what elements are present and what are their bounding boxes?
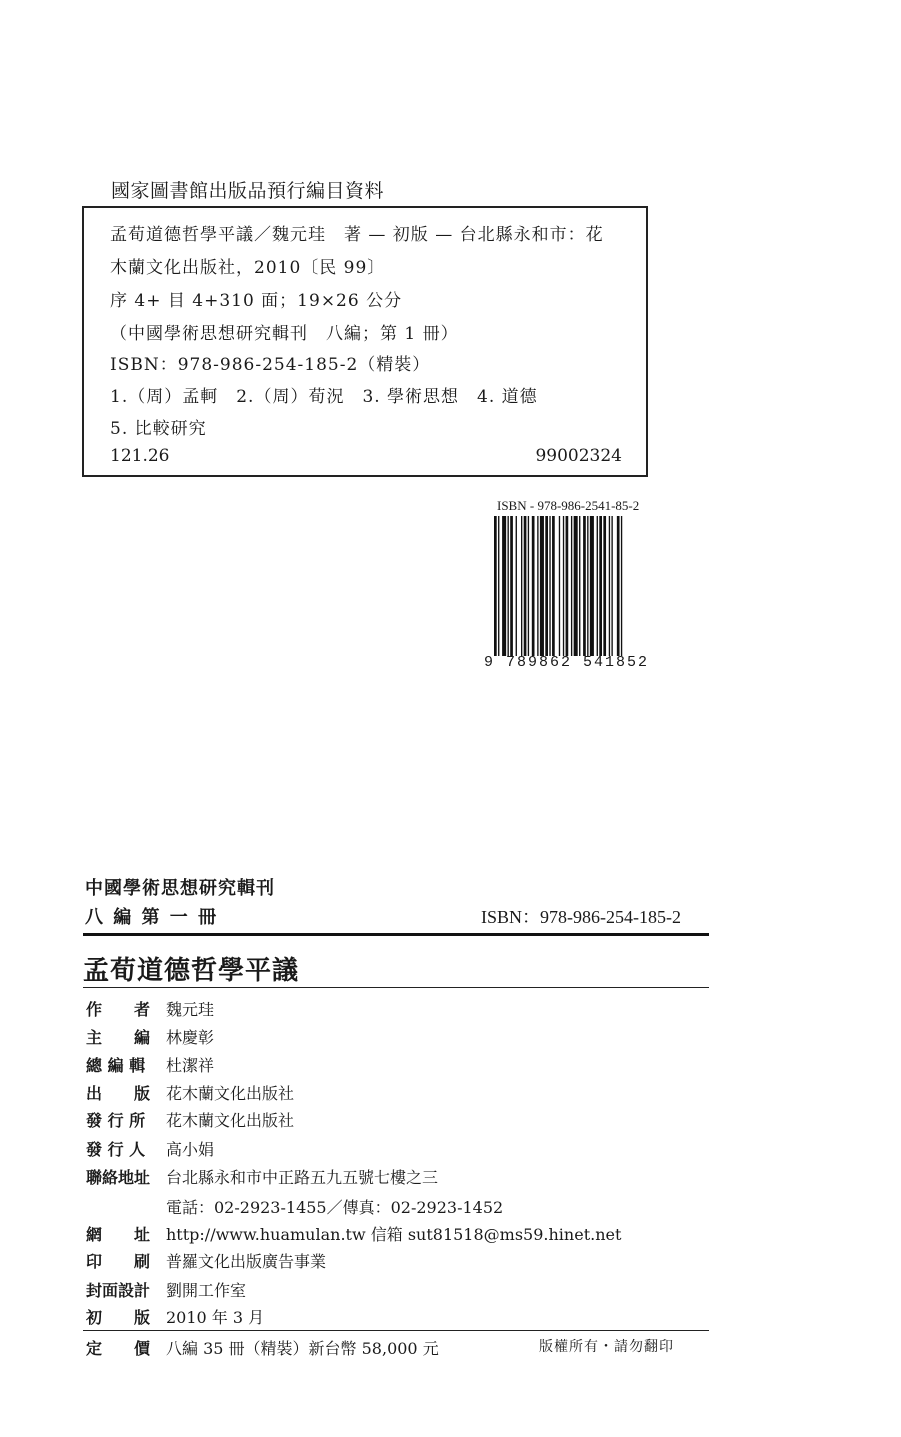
barcode-bar [494,516,497,656]
barcode-digits: 9 789862 541852 [484,654,650,671]
barcode-bar [545,516,548,656]
barcode-bar [566,516,569,656]
barcode-bar [552,516,555,656]
cip-classification: 121.26 [110,446,170,466]
info-row-price: 定 價 八編 35 冊（精裝）新台幣 58,000 元 [86,1339,439,1358]
info-row-first-edition: 初 版 2010 年 3 月 [86,1308,265,1327]
barcode-bar [617,516,620,656]
info-row-printer: 印 刷 普羅文化出版廣告事業 [86,1252,327,1271]
barcode-bar [502,516,506,656]
barcode-bar [532,516,535,656]
barcode-bar [571,516,572,656]
copyright-notice: 版權所有・請勿翻印 [539,1339,674,1355]
barcode-bar [587,516,588,656]
barcode-bar [563,516,564,656]
barcode-bar [603,516,606,656]
barcode-bar [524,516,527,656]
barcode-bar [590,516,594,656]
barcode-bar [510,516,513,656]
barcode-bar [611,516,612,656]
barcode-bar [609,516,610,656]
barcode-bar [583,516,586,656]
barcode-isbn-text: ISBN - 978-986-2541-85-2 [497,498,640,513]
info-row-cover-design: 封面設計 劉開工作室 [86,1281,247,1300]
cip-line: （中國學術思想研究輯刊 八編；第 1 冊） [110,324,459,344]
divider [83,987,709,988]
barcode-bar [621,516,622,656]
series-isbn: ISBN：978-986-254-185-2 [481,907,681,927]
barcode-bar [521,516,522,656]
divider [83,1330,709,1331]
info-row-author: 作 者 魏元珪 [86,1000,215,1019]
cip-line: 5. 比較研究 [110,419,207,439]
barcode-bar [597,516,598,656]
cip-line: ISBN：978-986-254-185-2（精裝） [110,355,431,375]
cip-line: 木蘭文化出版社，2010〔民 99〕 [110,258,386,278]
barcode-bar [574,516,578,656]
info-row-editor: 主 編 林慶彰 [86,1028,215,1047]
series-title: 中國學術思想研究輯刊 [85,878,275,899]
barcode-bar [498,516,499,656]
cip-record-number: 99002324 [535,446,622,466]
info-row-chief-editor: 總 編 輯 杜潔祥 [86,1056,215,1075]
info-row-publisher: 出 版 花木蘭文化出版社 [86,1084,295,1103]
barcode-bars [494,516,674,656]
divider [83,933,709,936]
cip-line: 序 4+ 目 4+310 面；19×26 公分 [110,291,403,311]
barcode-bar [537,516,538,656]
barcode-bar [599,516,602,656]
cip-record-box [82,206,648,477]
barcode-bar [579,516,580,656]
cip-line: 孟荀道德哲學平議／魏元珪 著 — 初版 — 台北縣永和市：花 [110,225,604,245]
info-row-website: 網 址 http://www.huamulan.tw 信箱 sut81518@ms59.hinet.net [86,1225,622,1244]
info-row-issuer: 發 行 人 高小娟 [86,1140,215,1159]
cip-heading: 國家圖書館出版品預行編目資料 [111,180,385,202]
info-row-phone: 電話：02-2923-1455／傳真：02-2923-1452 [166,1198,504,1217]
isbn-barcode [484,516,680,676]
book-title: 孟荀道德哲學平議 [83,956,300,986]
barcode-bar [540,516,544,656]
barcode-bar [549,516,550,656]
barcode-bar [528,516,529,656]
series-volume: 八 編 第 一 冊 [85,907,217,928]
barcode-bar [559,516,560,656]
info-row-address: 聯絡地址 台北縣永和市中正路五九五號七樓之三 [86,1168,439,1187]
barcode-bar [516,516,517,656]
info-row-distributor: 發 行 所 花木蘭文化出版社 [86,1111,295,1130]
barcode-bar [508,516,509,656]
cip-line: 1.（周）孟軻 2.（周）荀況 3. 學術思想 4. 道德 [110,387,538,407]
